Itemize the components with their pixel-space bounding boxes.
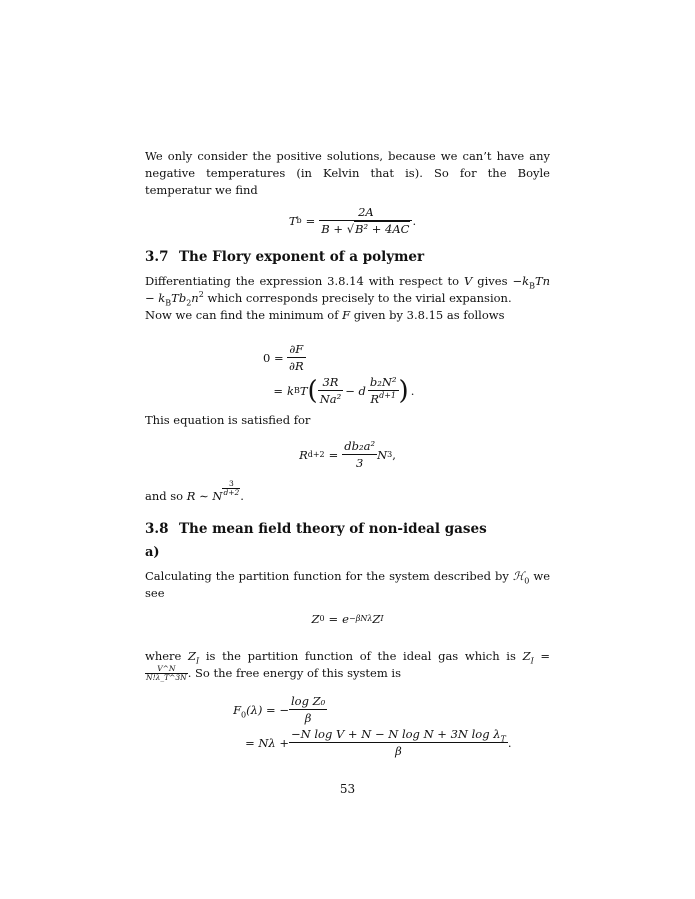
var-v: V	[464, 274, 473, 288]
numerator: V^N	[145, 665, 188, 674]
math-term: R ∼ N	[186, 488, 223, 503]
denominator: β	[395, 744, 402, 759]
paragraph-partition	[145, 568, 550, 602]
text: Calculating the partition function for the system described by	[145, 568, 509, 583]
text: we see	[145, 568, 551, 600]
text: gives	[477, 274, 508, 288]
math-sup: 2	[198, 290, 204, 300]
math-sup: d+1	[379, 391, 396, 401]
text: which corresponds precisely to the virial expansion.	[207, 291, 512, 305]
math-term: Z	[522, 648, 531, 663]
eq-boyle-numerator: 2A	[319, 205, 412, 221]
math-sub: I	[530, 656, 534, 666]
denominator: Na²	[319, 392, 342, 406]
eq-flory-row1-lhs: 0 =	[263, 350, 284, 365]
paragraph-scaling	[145, 480, 550, 505]
math-sub: B	[529, 281, 535, 291]
numerator: ∂F	[287, 342, 306, 358]
math-term: − d	[345, 383, 366, 398]
numerator: 3R	[318, 375, 344, 391]
eq-flory-row1-frac	[287, 342, 306, 373]
eq-boyle-lhs: T	[288, 213, 297, 228]
denominator	[368, 391, 399, 406]
eq-equals: =	[328, 611, 339, 626]
math-term: Z	[311, 611, 320, 626]
eq-boyle-den-sqrt: B² + 4AC	[355, 222, 410, 236]
equation-boyle: T b = $\frac{2A}{\text{B + √B² + 4AC}}$ .	[288, 205, 417, 236]
numerator: 3	[222, 480, 240, 489]
text: .	[240, 488, 244, 503]
math-sub: 0	[241, 710, 247, 720]
equation-z: Z 0 = e −βNλ Z I	[311, 611, 384, 626]
math-term: N	[377, 447, 388, 462]
eq-flory-frac1	[318, 375, 344, 406]
numerator: b₂N²	[369, 375, 397, 389]
equation-flory	[263, 342, 550, 406]
math-term: Tb	[171, 291, 187, 305]
subsection-a: a)	[145, 544, 160, 560]
math-term: −k	[512, 274, 530, 288]
paragraph-satisfied: This equation is satisfied for	[145, 413, 311, 427]
section-number: 3.8	[145, 520, 169, 537]
section-number: 3.7	[145, 249, 169, 265]
math-term: e	[342, 611, 349, 626]
eq-boyle-fraction	[319, 205, 412, 236]
var-f: F	[342, 308, 351, 322]
text: where	[145, 648, 182, 663]
math-term: Tn −	[145, 274, 551, 305]
math-term: Z	[188, 648, 197, 663]
denominator: ∂R	[289, 359, 304, 373]
denominator: d+2	[223, 488, 240, 497]
left-paren: (	[307, 375, 318, 406]
scaling-exponent	[222, 480, 240, 497]
math-term: F	[233, 702, 242, 717]
page-number: 53	[339, 782, 356, 796]
eq-f-row2-frac	[289, 727, 508, 758]
text: Differentiating the expression 3.8.14 with respect to	[145, 274, 460, 288]
eq-f-row1-lhs	[201, 702, 289, 720]
math-term: T	[299, 383, 308, 398]
numerator: db₂a²	[344, 439, 376, 453]
math-sub: T	[500, 734, 506, 744]
eq-end: .	[507, 735, 512, 750]
eq-f-row1-frac	[289, 694, 327, 725]
ideal-gas-fraction	[145, 665, 188, 682]
math-term: R	[299, 447, 308, 462]
paragraph-intro: We only consider the positive solutions, because we can’t have any negative temperatures (in Kelvin that is). So for the Boyle temperatur we find	[145, 149, 550, 197]
paragraph-differentiating	[145, 273, 550, 307]
eq-equals: =	[328, 447, 339, 462]
math-sub: 2	[186, 298, 192, 308]
math-term: R	[370, 392, 380, 406]
math-term: k	[287, 383, 294, 398]
eq-end: .	[410, 383, 415, 398]
page-body	[145, 148, 550, 758]
section-title: The Flory exponent of a polymer	[179, 249, 425, 265]
math-term: n	[191, 291, 199, 305]
eq-flory-row2-lhs: =	[273, 383, 283, 398]
right-paren: )	[398, 375, 409, 406]
paragraph-free-energy	[145, 648, 550, 683]
math-sub: B	[165, 298, 172, 308]
eq-end: ,	[392, 447, 396, 462]
math-term: k	[158, 291, 166, 305]
paragraph-minimum	[145, 307, 550, 324]
text: and so	[145, 488, 184, 503]
math-term: =	[540, 648, 551, 663]
eq-f-row2-lhs: = Nλ +	[245, 735, 289, 750]
denominator: β	[304, 711, 312, 726]
text: . So the free energy of this system is	[187, 665, 401, 680]
math-term: Z	[372, 611, 381, 626]
eq-flory-frac2	[368, 375, 399, 406]
math-term: −N log V + N − N log N + 3N log λ	[291, 727, 501, 742]
eq-r-frac	[342, 439, 377, 470]
math-sub: 0	[524, 576, 530, 586]
eq-boyle-den-pre: B +	[321, 222, 347, 236]
equation-r: R d+2 = $\frac{\text{db₂a²}}{3}$ N 3 ,	[299, 439, 396, 470]
denominator: 3	[356, 456, 364, 470]
eq-flory-row1	[263, 342, 550, 373]
eq-boyle-end: .	[412, 213, 417, 228]
equation-free-energy	[201, 694, 550, 758]
numerator	[289, 727, 508, 743]
section-title: The mean field theory of non-ideal gases	[179, 520, 487, 537]
numerator: log Z₀	[291, 694, 326, 709]
text: is the partition function of the ideal gas which is	[205, 648, 516, 663]
text: given by 3.8.15 as follows	[353, 308, 505, 322]
math-term: (λ) = −	[246, 702, 289, 717]
math-term: ℋ	[512, 568, 525, 583]
eq-f-row1	[201, 694, 550, 725]
eq-f-row2	[201, 727, 550, 758]
denominator: N!λ_T^3N	[146, 673, 187, 683]
math-sub: I	[196, 656, 200, 666]
section-heading-3-7	[145, 249, 550, 265]
section-heading-3-8	[145, 521, 550, 537]
eq-boyle-denominator: B + √B² + 4AC	[321, 222, 410, 236]
eq-boyle-equals: =	[305, 213, 316, 228]
text: Now we can find the minimum of	[145, 308, 339, 322]
eq-flory-row2: = k B T ( $\frac{3R}{\text{Na²}}$ − d $\frac{\text{b₂N²}}{R^{d+1}}$ ) .	[263, 375, 550, 406]
